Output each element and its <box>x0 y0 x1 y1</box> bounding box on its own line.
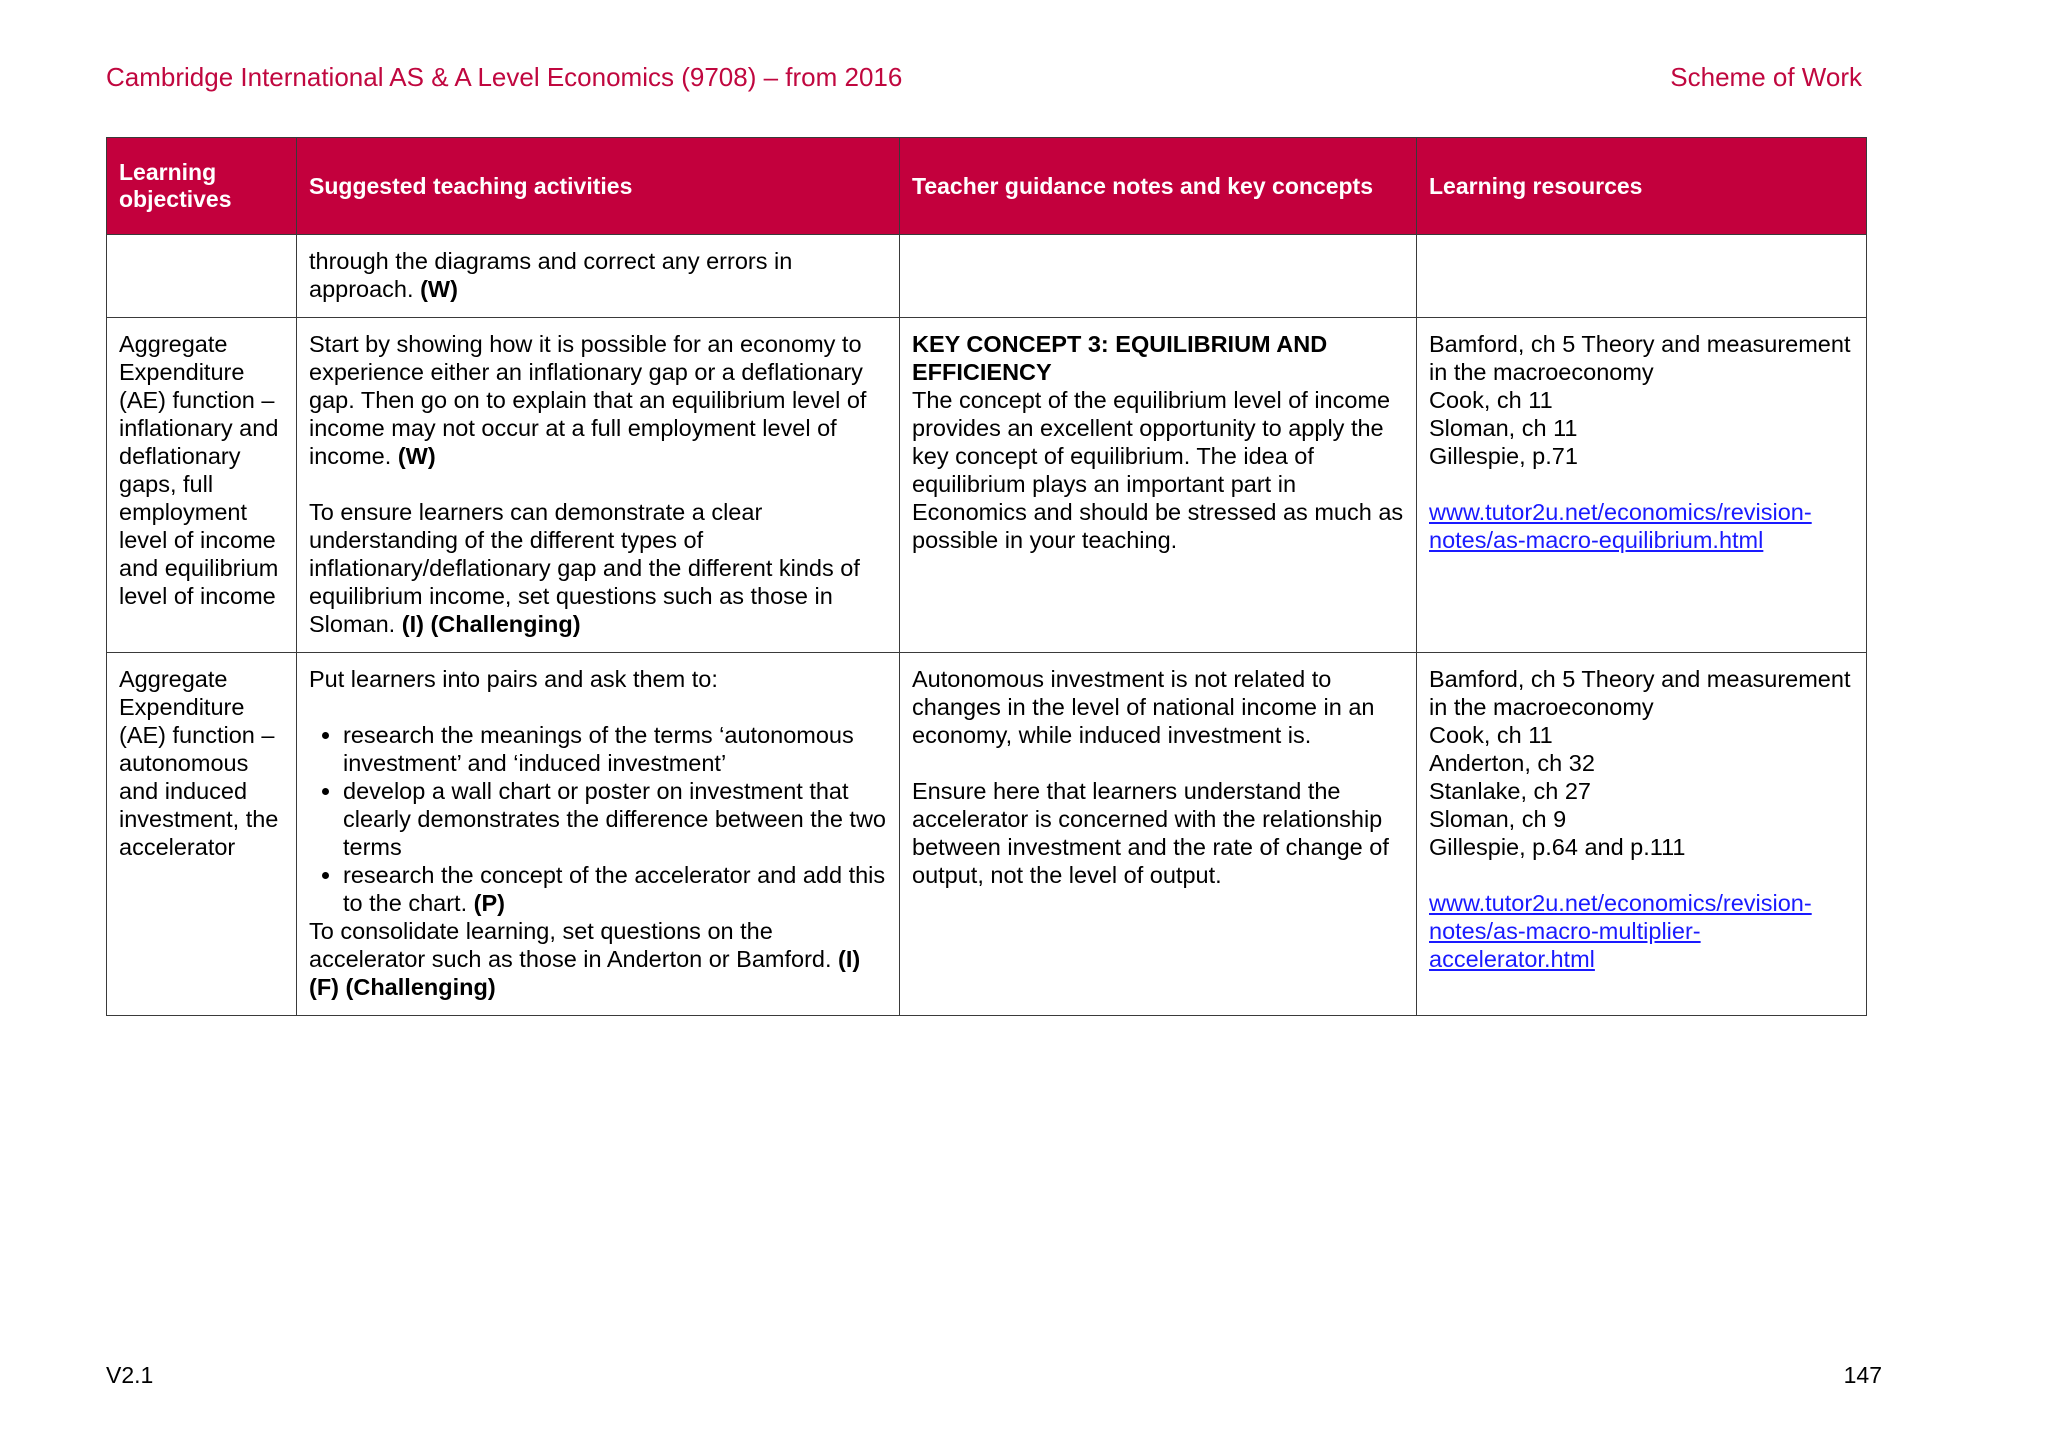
table-row <box>107 235 1867 318</box>
column-header: Learning objectives <box>107 138 297 235</box>
activities-cell <box>297 318 900 653</box>
resource-item: Bamford, ch 5 Theory and measurement in the macroeconomy <box>1429 666 1851 720</box>
guidance-text: Autonomous investment is not related to changes in the level of national income in an economy, while induced investment is. <box>912 666 1375 748</box>
document-section: Scheme of Work <box>1670 62 1862 92</box>
guidance-cell <box>900 318 1417 653</box>
activities-cell <box>297 653 900 1016</box>
table-row <box>107 318 1867 653</box>
resources-cell <box>1417 653 1867 1016</box>
column-header: Teacher guidance notes and key concepts <box>900 138 1417 235</box>
guidance-cell <box>900 653 1417 1016</box>
guidance-text: The concept of the equilibrium level of income provides an excellent opportunity to apply the key concept of equilibrium. The idea of equilibrium plays an important part in Economics and should be stressed as much as possible in your teaching. <box>912 387 1404 553</box>
resource-link[interactable]: www.tutor2u.net/economics/revision-notes/as-macro-multiplier-accelerator.html <box>1429 890 1812 972</box>
resource-item: Anderton, ch 32 <box>1429 750 1595 776</box>
resources-cell <box>1417 235 1867 318</box>
resources-cell <box>1417 318 1867 653</box>
objective-text: Aggregate Expenditure (AE) function – autonomous and induced investment, the accelerator <box>119 666 279 860</box>
activity-text: To consolidate learning, set questions on the accelerator such as those in Anderton or Bamford. <box>309 918 832 972</box>
resource-item: Stanlake, ch 27 <box>1429 778 1591 804</box>
key-concept-heading: KEY CONCEPT 3: EQUILIBRIUM AND EFFICIENCY <box>912 331 1328 385</box>
activity-intro: Put learners into pairs and ask them to: <box>309 666 718 692</box>
resource-link[interactable]: www.tutor2u.net/economics/revision-notes/as-macro-equilibrium.html <box>1429 499 1812 553</box>
activity-list <box>309 721 887 917</box>
objective-cell <box>107 653 297 1016</box>
guidance-cell <box>900 235 1417 318</box>
resource-item: Cook, ch 11 <box>1429 387 1553 413</box>
resource-item: Cook, ch 11 <box>1429 722 1553 748</box>
objective-cell <box>107 235 297 318</box>
resource-item: Gillespie, p.64 and p.111 <box>1429 834 1686 860</box>
activity-tag: (I) (F) (Challenging) <box>309 946 861 1000</box>
document-title: Cambridge International AS & A Level Economics (9708) – from 2016 <box>106 62 903 92</box>
objective-text: Aggregate Expenditure (AE) function – inflationary and deflationary gaps, full employment level of income and equilibrium level of income <box>119 331 279 609</box>
activity-text: Start by showing how it is possible for an economy to experience either an inflationary gap or a deflationary gap. Then go on to explain that an equilibrium level of income may not occur at a full employment level of income. <box>309 331 867 469</box>
scheme-of-work-table <box>106 137 1867 1016</box>
guidance-text: Ensure here that learners understand the accelerator is concerned with the relationship between investment and the rate of change of output, not the level of output. <box>912 778 1389 888</box>
version-label: V2.1 <box>106 1362 154 1388</box>
activity-tag: (W) <box>397 443 436 469</box>
resource-item: Sloman, ch 11 <box>1429 415 1578 441</box>
resource-item: Sloman, ch 9 <box>1429 806 1567 832</box>
activity-text: To ensure learners can demonstrate a clear understanding of the different types of inflationary/deflationary gap and the different kinds of equilibrium income, set questions such as those in Sloman. <box>309 499 860 637</box>
resource-item: Gillespie, p.71 <box>1429 443 1578 469</box>
column-header: Suggested teaching activities <box>297 138 900 235</box>
activity-tag: (P) <box>473 890 505 916</box>
activity-text: through the diagrams and correct any errors in approach. <box>309 248 793 302</box>
resource-item: Bamford, ch 5 Theory and measurement in the macroeconomy <box>1429 331 1851 385</box>
table-header-row <box>107 138 1867 235</box>
page-number: 147 <box>1843 1362 1882 1388</box>
objective-cell <box>107 318 297 653</box>
list-item: • research the meanings of the terms ‘autonomous investment’ and ‘induced investment’ <box>343 721 887 777</box>
list-item: • research the concept of the accelerator and add this to the chart. (P) <box>343 861 887 917</box>
column-header: Learning resources <box>1417 138 1867 235</box>
table-row <box>107 653 1867 1016</box>
activities-cell <box>297 235 900 318</box>
list-item: • develop a wall chart or poster on investment that clearly demonstrates the difference between the two terms <box>343 777 887 861</box>
activity-tag: (I) (Challenging) <box>401 611 581 637</box>
activity-tag: (W) <box>420 276 458 302</box>
